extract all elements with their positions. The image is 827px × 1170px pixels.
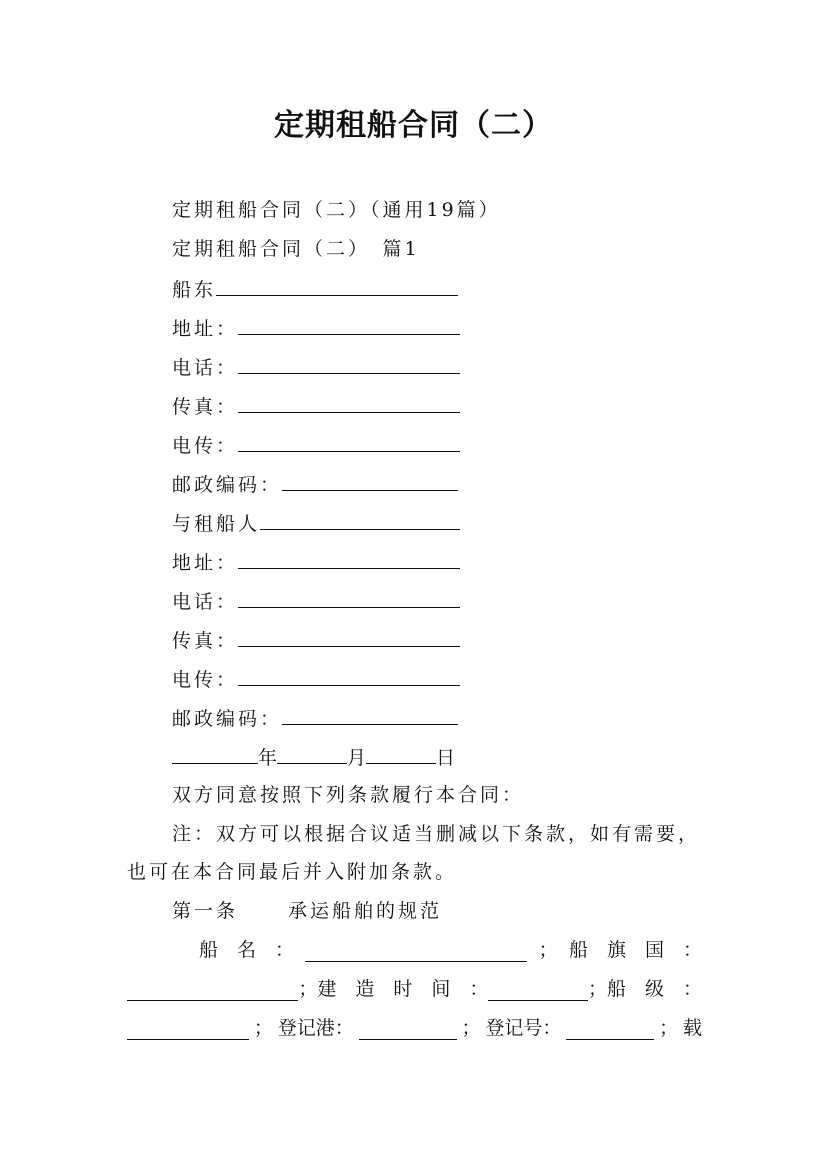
ship-spec-line-1 [127, 938, 702, 962]
owner-fax-line [172, 393, 460, 419]
owner-address-line [172, 315, 460, 341]
date-line [172, 744, 455, 770]
continuation-text: 载 [682, 1017, 702, 1039]
charterer-address-label: 地址： [172, 552, 239, 574]
charterer-line [172, 510, 460, 536]
owner-postcode-label: 邮政编码： [172, 474, 283, 496]
charterer-telex-blank[interactable] [238, 666, 460, 686]
charterer-blank[interactable] [260, 510, 460, 530]
year-blank[interactable] [172, 744, 258, 764]
owner-phone-blank[interactable] [238, 354, 460, 374]
ship-sep-6: ； [659, 1017, 679, 1039]
owner-line [172, 276, 458, 302]
flag-state-blank[interactable] [127, 981, 298, 1001]
owner-telex-blank[interactable] [238, 432, 460, 452]
chapter-heading: 定期租船合同（二） 篇1 [172, 238, 420, 260]
owner-fax-label: 传真： [172, 396, 239, 418]
ship-name-label: 船 名 ： [199, 939, 295, 961]
owner-phone-line [172, 354, 460, 380]
article-1-title: 承运船舶的规范 [288, 900, 443, 922]
registry-port-label: 登记港： [277, 1017, 354, 1039]
charterer-fax-label: 传真： [172, 630, 239, 652]
document-subtitle: 定期租船合同（二）（通用19篇） [172, 199, 501, 221]
owner-address-label: 地址： [172, 318, 239, 340]
charterer-address-line [172, 549, 460, 575]
owner-phone-label: 电话： [172, 357, 239, 379]
year-label: 年 [258, 747, 278, 769]
charterer-phone-label: 电话： [172, 591, 239, 613]
charterer-telex-label: 电传： [172, 669, 239, 691]
owner-label: 船东 [172, 279, 217, 301]
owner-blank[interactable] [216, 276, 458, 296]
agreement-text: 双方同意按照下列条款履行本合同： [172, 784, 525, 806]
ship-sep-1: ； [538, 939, 558, 961]
class-label: 船 级 ： [606, 978, 702, 1000]
month-blank[interactable] [277, 744, 347, 764]
note-paragraph: 注：双方可以根据合议适当删减以下条款，如有需要，也可在本合同最后并入附加条款。 [127, 823, 701, 883]
charterer-telex-line [172, 666, 460, 692]
day-blank[interactable] [366, 744, 436, 764]
owner-telex-label: 电传： [172, 435, 239, 457]
charterer-postcode-line [172, 705, 458, 731]
charterer-label: 与租船人 [172, 513, 261, 535]
owner-postcode-blank[interactable] [282, 471, 458, 491]
flag-state-label: 船 旗 国 ： [568, 939, 702, 961]
ship-name-blank[interactable] [305, 942, 527, 962]
registry-number-label: 登记号： [485, 1017, 562, 1039]
ship-spec-line-2 [127, 977, 702, 1001]
charterer-postcode-label: 邮政编码： [172, 708, 283, 730]
charterer-phone-line [172, 588, 460, 614]
ship-sep-3: ； [587, 978, 607, 1000]
day-label: 日 [436, 747, 456, 769]
ship-sep-4: ； [253, 1017, 273, 1039]
ship-sep-2: ； [298, 978, 318, 1000]
build-date-blank[interactable] [488, 981, 588, 1001]
document-title: 定期租船合同（二） [274, 108, 553, 143]
owner-address-blank[interactable] [238, 315, 460, 335]
article-1-heading [172, 899, 442, 923]
registry-number-blank[interactable] [566, 1020, 654, 1040]
charterer-fax-blank[interactable] [238, 627, 460, 647]
charterer-address-blank[interactable] [238, 549, 460, 569]
charterer-postcode-blank[interactable] [282, 705, 458, 725]
owner-postcode-line [172, 471, 458, 497]
owner-fax-blank[interactable] [238, 393, 460, 413]
registry-port-blank[interactable] [359, 1020, 457, 1040]
charterer-phone-blank[interactable] [238, 588, 460, 608]
charterer-fax-line [172, 627, 460, 653]
owner-telex-line [172, 432, 460, 458]
build-date-label: 建 造 时 间 ： [317, 978, 489, 1000]
month-label: 月 [347, 747, 367, 769]
class-blank[interactable] [127, 1020, 249, 1040]
article-1-number: 第一条 [172, 900, 239, 922]
ship-sep-5: ； [461, 1017, 481, 1039]
ship-spec-line-3 [127, 1016, 702, 1040]
